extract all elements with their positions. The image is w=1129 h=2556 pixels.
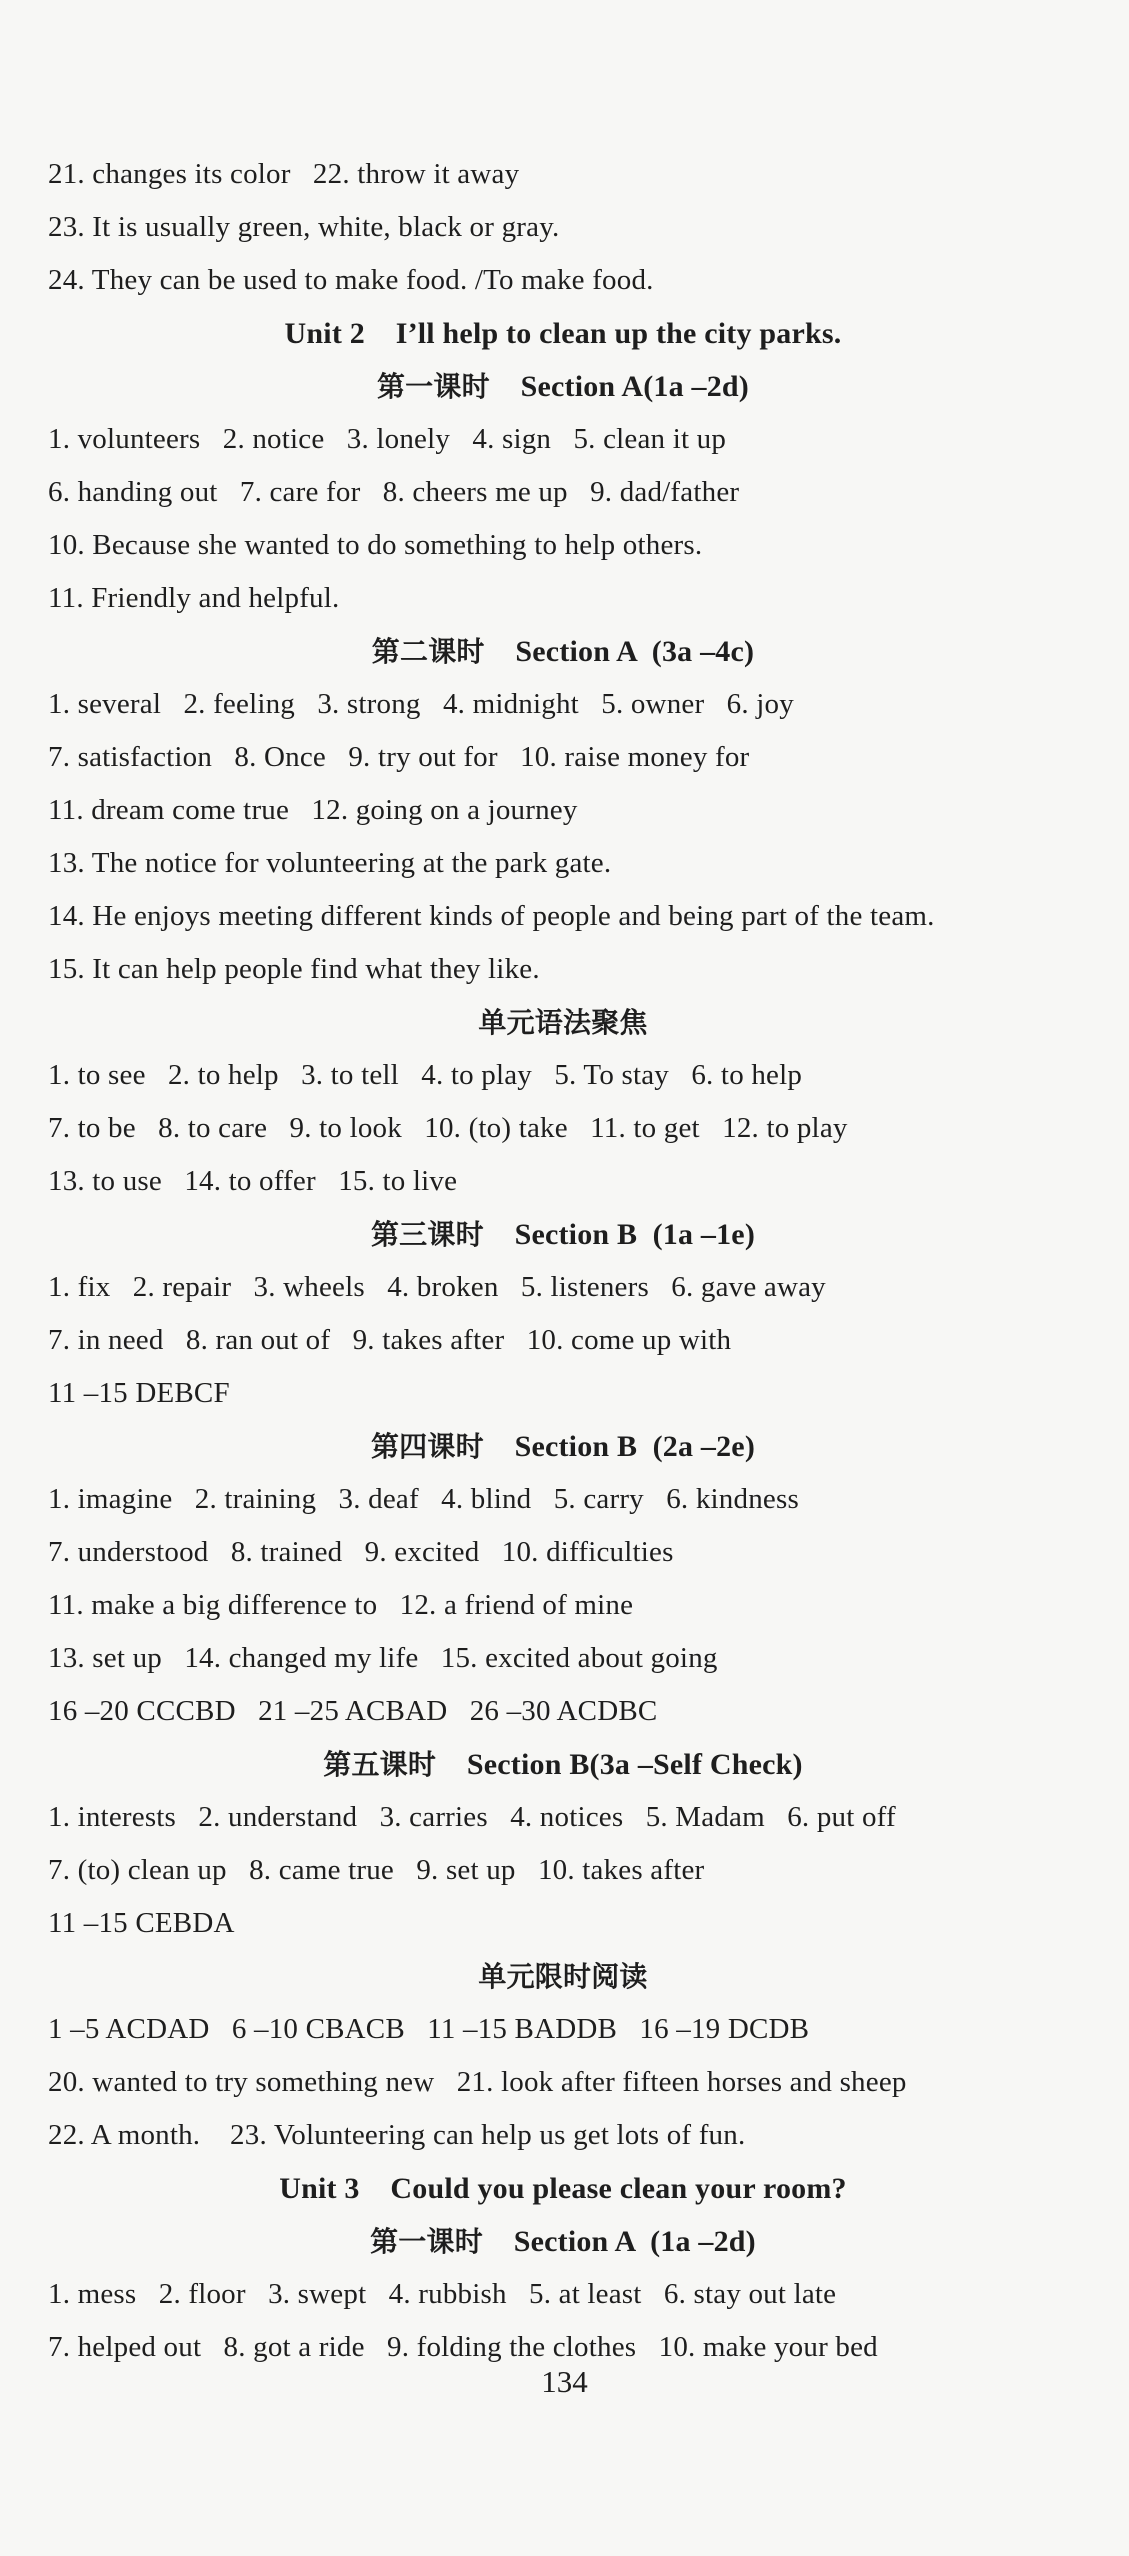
answer-line: 20. wanted to try something new 21. look after fifteen horses and sheep [48,2066,907,2098]
section-heading [48,996,1078,1049]
lesson-label: 第一课时 [376,370,490,403]
lesson-label: 第四课时 [370,1430,484,1463]
answer-line: 7. to be 8. to care 9. to look 10. (to) take 11. to get 12. to play [48,1112,848,1144]
answer-line: 1 –5 ACDAD 6 –10 CBACB 11 –15 BADDB 16 –19 DCDB [48,2013,810,2045]
answer-line: 1. volunteers 2. notice 3. lonely 4. sign 5. clean it up [48,423,727,455]
unit-heading: Unit 2 I’ll help to clean up the city parks. [284,317,842,350]
section-heading [48,2215,1078,2268]
answer-line: 13. set up 14. changed my life 15. excited about going [48,1642,718,1674]
answer-line: 7. helped out 8. got a ride 9. folding the clothes 10. make your bed [48,2331,878,2363]
answer-line: 10. Because she wanted to do something to help others. [48,529,703,561]
answer-key-page [48,148,1078,2374]
answer-line: 1. mess 2. floor 3. swept 4. rubbish 5. at least 6. stay out late [48,2278,837,2310]
answer-line: 1. imagine 2. training 3. deaf 4. blind 5. carry 6. kindness [48,1483,799,1515]
section-heading [48,1738,1078,1791]
lesson-label: 单元限时阅读 [478,1960,648,1993]
answer-line: 1. to see 2. to help 3. to tell 4. to play 5. To stay 6. to help [48,1059,803,1091]
section-label: Section A (3a –4c) [484,635,755,668]
answer-line: 11. dream come true 12. going on a journey [48,794,578,826]
answer-line: 1. several 2. feeling 3. strong 4. midnight 5. owner 6. joy [48,688,794,720]
section-label: Section B (1a –1e) [483,1218,756,1251]
answer-line: 15. It can help people find what they like. [48,953,540,985]
answer-line: 22. A month. 23. Volunteering can help us get lots of fun. [48,2119,746,2151]
answer-line: 1. interests 2. understand 3. carries 4. notices 5. Madam 6. put off [48,1801,896,1833]
answer-line: 23. It is usually green, white, black or gray. [48,211,560,243]
answer-line: 14. He enjoys meeting different kinds of people and being part of the team. [48,900,935,932]
answer-line: 11 –15 CEBDA [48,1907,235,1939]
section-label: Section A(1a –2d) [489,370,749,403]
lesson-label: 第三课时 [370,1218,484,1251]
lesson-label: 单元语法聚焦 [478,1006,648,1039]
section-heading [48,1208,1078,1261]
answer-line: 13. The notice for volunteering at the park gate. [48,847,612,879]
answer-line: 16 –20 CCCBD 21 –25 ACBAD 26 –30 ACDBC [48,1695,658,1727]
lesson-label: 第一课时 [370,2225,483,2258]
answer-line: 7. in need 8. ran out of 9. takes after 10. come up with [48,1324,732,1356]
answer-line: 7. (to) clean up 8. came true 9. set up 10. takes after [48,1854,705,1886]
answer-line: 11. make a big difference to 12. a friend of mine [48,1589,634,1621]
answer-line: 11. Friendly and helpful. [48,582,340,614]
answer-line: 6. handing out 7. care for 8. cheers me up 9. dad/father [48,476,740,508]
answer-line: 7. satisfaction 8. Once 9. try out for 10. raise money for [48,741,750,773]
section-label: Section A (1a –2d) [482,2225,756,2258]
section-heading [48,360,1078,413]
answer-line: 1. fix 2. repair 3. wheels 4. broken 5. listeners 6. gave away [48,1271,826,1303]
lesson-label: 第二课时 [371,635,485,668]
unit-heading: Unit 3 Could you please clean your room? [279,2172,847,2205]
section-heading [48,625,1078,678]
page-number: 134 [541,2364,588,2399]
section-heading [48,1420,1078,1473]
answer-line: 7. understood 8. trained 9. excited 10. difficulties [48,1536,674,1568]
section-label: Section B (2a –2e) [483,1430,756,1463]
answer-line: 11 –15 DEBCF [48,1377,230,1409]
lesson-label: 第五课时 [323,1748,437,1781]
answer-line: 21. changes its color 22. throw it away [48,158,520,190]
answer-line: 13. to use 14. to offer 15. to live [48,1165,458,1197]
section-heading [48,1950,1078,2003]
section-label: Section B(3a –Self Check) [436,1748,803,1781]
answer-line: 24. They can be used to make food. /To make food. [48,264,654,296]
